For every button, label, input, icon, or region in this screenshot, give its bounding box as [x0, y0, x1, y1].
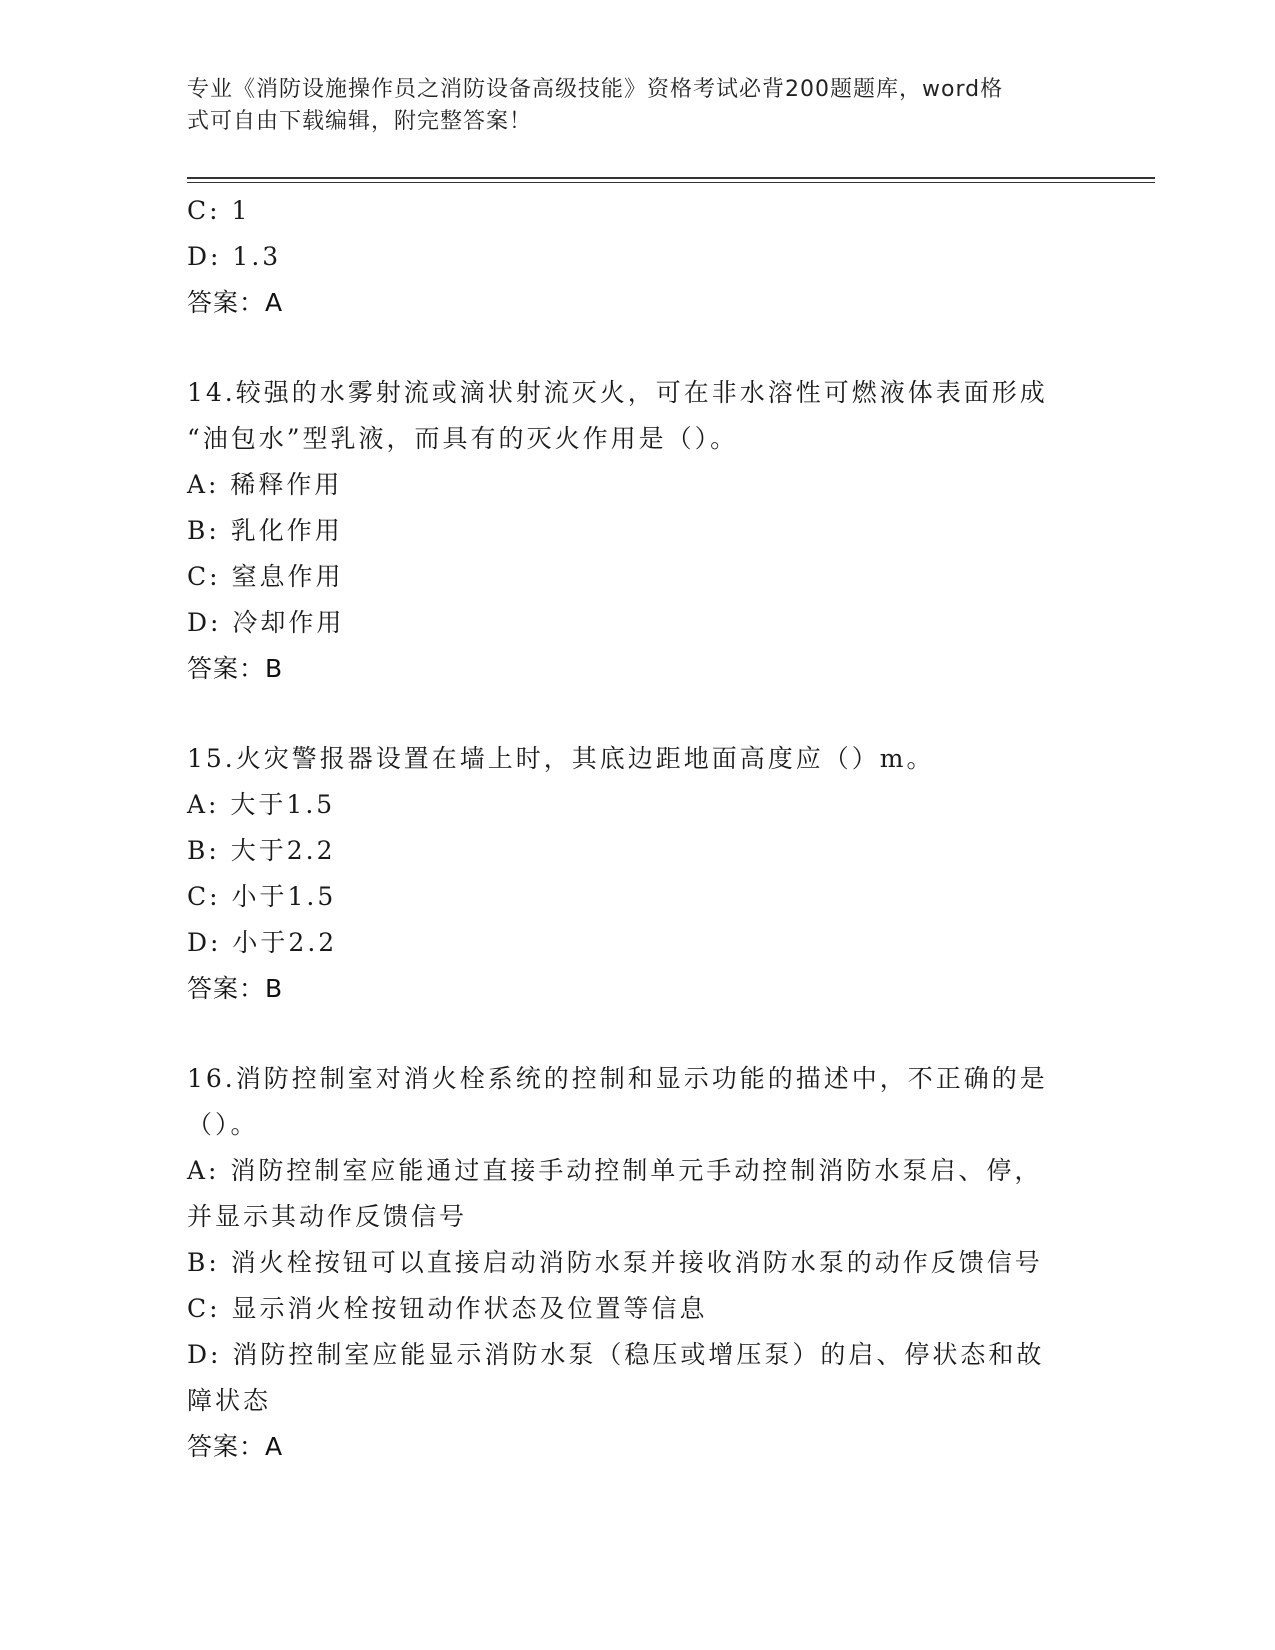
question-list	[187, 188, 1087, 1470]
option-c: C: 显示消火栓按钮动作状态及位置等信息	[187, 1294, 708, 1323]
spacer	[187, 692, 1087, 736]
option-b: B: 大于2.2	[187, 836, 336, 865]
option-c: C: 小于1.5	[187, 882, 337, 911]
header-title-line-2: 式可自由下载编辑，附完整答案！	[187, 109, 533, 134]
answer-line: 答案：B	[187, 974, 284, 1003]
document-header	[187, 74, 1067, 138]
option-b: B: 乳化作用	[187, 516, 343, 545]
question-stem: 14.较强的水雾射流或滴状射流灭火，可在非水溶性可燃液体表面形成	[187, 378, 1048, 407]
option-a: A: 消防控制室应能通过直接手动控制单元手动控制消防水泵启、停，	[187, 1156, 1043, 1185]
spacer	[187, 326, 1087, 370]
option-d: D: 消防控制室应能显示消防水泵（稳压或增压泵）的启、停状态和故	[187, 1340, 1045, 1369]
option-d: D: 冷却作用	[187, 608, 345, 637]
answer-line: 答案：A	[187, 288, 284, 317]
question-13	[187, 188, 1087, 326]
option-a: A: 稀释作用	[187, 470, 343, 499]
question-16	[187, 1056, 1087, 1470]
option-d: D: 1.3	[187, 242, 282, 271]
answer-line: 答案：B	[187, 654, 284, 683]
question-14	[187, 370, 1087, 692]
option-d: D: 小于2.2	[187, 928, 338, 957]
header-title-line-1: 专业《消防设施操作员之消防设备高级技能》资格考试必背200题题库，word格	[187, 77, 1004, 102]
option-b: B: 消火栓按钮可以直接启动消防水泵并接收消防水泵的动作反馈信号	[187, 1248, 1043, 1277]
option-c: C: 1	[187, 196, 251, 225]
question-stem-continued: （）。	[187, 1110, 259, 1139]
question-15	[187, 736, 1087, 1012]
option-c: C: 窒息作用	[187, 562, 344, 591]
option-a: A: 大于1.5	[187, 790, 336, 819]
spacer	[187, 1012, 1087, 1056]
question-stem: 15.火灾警报器设置在墙上时，其底边距地面高度应（）m。	[187, 744, 935, 773]
header-divider-thin	[187, 182, 1155, 183]
answer-line: 答案：A	[187, 1432, 284, 1461]
header-divider-thick	[187, 177, 1155, 179]
option-d-continued: 障状态	[187, 1386, 272, 1415]
question-stem: 16.消防控制室对消火栓系统的控制和显示功能的描述中，不正确的是	[187, 1064, 1048, 1093]
question-stem-continued: “油包水”型乳液，而具有的灭火作用是（）。	[187, 424, 739, 453]
option-a-continued: 并显示其动作反馈信号	[187, 1202, 468, 1231]
